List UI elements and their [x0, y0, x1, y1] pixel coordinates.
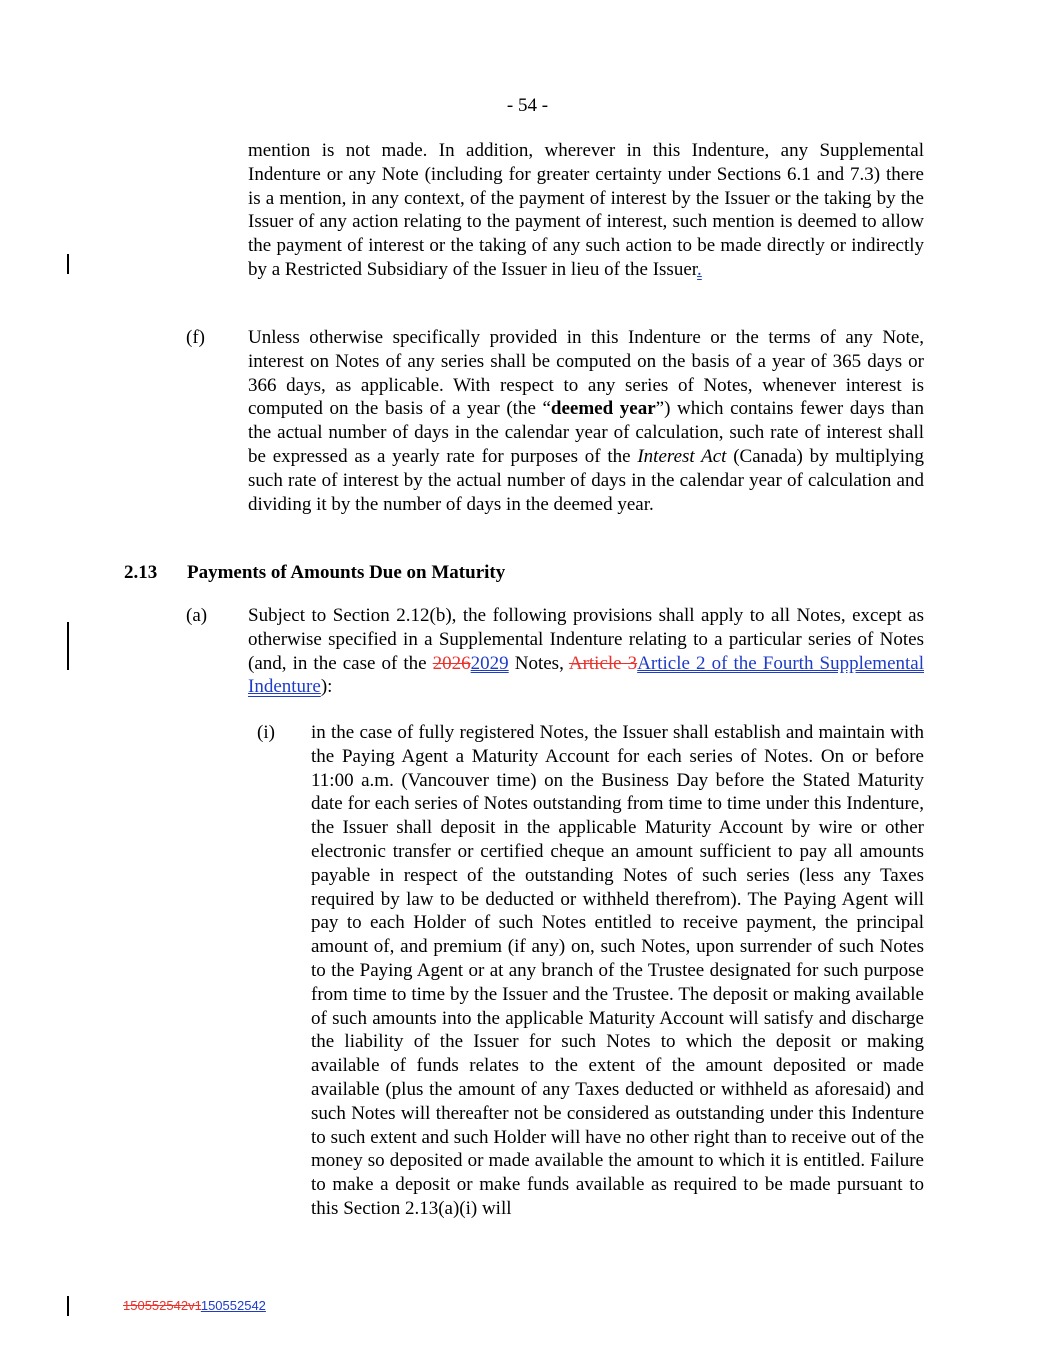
change-bar	[67, 622, 69, 670]
subclause-i-text: in the case of fully registered Notes, the Issuer shall establish and maintain with the Paying Agent a Maturity Account for each series of Notes. On or before 11:00 a.m. (Vancouver time) on the Business Day before the Stated Maturity date for each series of Notes outstanding from time to time under this Indenture, the Issuer shall deposit in the applicable Maturity Account by wire or other electronic transfer or certified cheque an amount sufficient to pay all amounts payable in respect of the outstanding Notes of such series (less any Taxes required by law to be deducted or withheld therefrom). The Paying Agent will pay to each Holder of such Notes entitled to receive payment, the principal amount of, and premium (if any) on, such Notes, upon surrender of such Notes to the Paying Agent or at any branch of the Trustee designated for such purpose from time to time by the Issuer and the Trustee. The deposit or making available of such amounts into the applicable Maturity Account will satisfy and discharge the liability of the Issuer for such Notes to which the deposit or making available of funds relates to the extent of the amount deposited or made available (plus the amount of any Taxes deducted or withheld as aforesaid) and such Notes will thereafter not be considered as outstanding under this Indenture to such extent and such Holder will have no other right than to receive out of the money so deposited or made available the amount to which it is entitled. Failure to make a deposit or make funds available as required to be made pursuant to this Section 2.13(a)(i) will	[311, 722, 924, 1219]
clause-f-text-1: Unless otherwise specifically provided in this Indenture or the terms of any Note, interest on Notes of any series shall be computed on the basis of a year of 365 days or 366 days, as applicable. With respect to any series of Notes, whenever interest is computed on the basis of a year (the “	[248, 327, 924, 420]
clause-f-text	[248, 326, 924, 516]
change-bar	[67, 1296, 69, 1316]
clause-a-text-2: Notes,	[508, 652, 569, 674]
clause-a-text	[248, 604, 924, 699]
change-bar	[67, 254, 69, 274]
subclause-label-i: (i)	[257, 722, 275, 743]
section-number: 2.13	[124, 562, 158, 583]
section-title: Payments of Amounts Due on Maturity	[187, 562, 506, 583]
defined-term: deemed year	[550, 398, 656, 420]
clause-label-f: (f)	[186, 327, 205, 348]
inserted-doc-id: 150552542	[200, 1298, 266, 1313]
document-id	[123, 1298, 266, 1314]
deleted-text: Article 3	[568, 652, 638, 674]
paragraph-text: mention is not made. In addition, wherever in this Indenture, any Supplemental Indenture or any Note (including for greater certainty under Sections 6.1 and 7.3) there is a mention, in any context, of the payment of interest by the Issuer or the taking by the Issuer of any action relating to the payment of interest, such mention is deemed to allow the payment of interest or the taking of any such action to be made directly or indirectly by a Restricted Subsidiary of the Issuer in lieu of the Issuer	[248, 140, 924, 280]
inserted-text: .	[697, 258, 702, 280]
paragraph-continuation	[248, 139, 924, 282]
deleted-text: 2026	[432, 652, 471, 674]
inserted-text: 2029	[470, 652, 509, 674]
clause-a-text-3: ):	[320, 676, 333, 698]
clause-a-text-1: Subject to Section 2.12(b), the following provisions shall apply to all Notes, except as otherwise specified in a Supplemental Indenture relating to a particular series of Notes (and, in the case of the	[248, 605, 924, 674]
clause-f-text-2: ”) which contains fewer days than the actual number of days in the calendar year of calculation, such rate of interest shall be expressed as a yearly rate for purposes of the	[248, 398, 924, 467]
clause-f-text-3: (Canada) by multiplying such rate of interest by the actual number of days in the calendar year of calculation and dividing it by the number of days in the deemed year.	[248, 445, 925, 515]
clause-label-a: (a)	[186, 605, 208, 626]
statute-name: Interest Act	[637, 445, 727, 467]
inserted-text: Article 2 of the Fourth Supplemental Indenture	[248, 652, 924, 698]
deleted-doc-id: 150552542v1	[123, 1298, 201, 1313]
page-number: - 54 -	[506, 95, 549, 116]
